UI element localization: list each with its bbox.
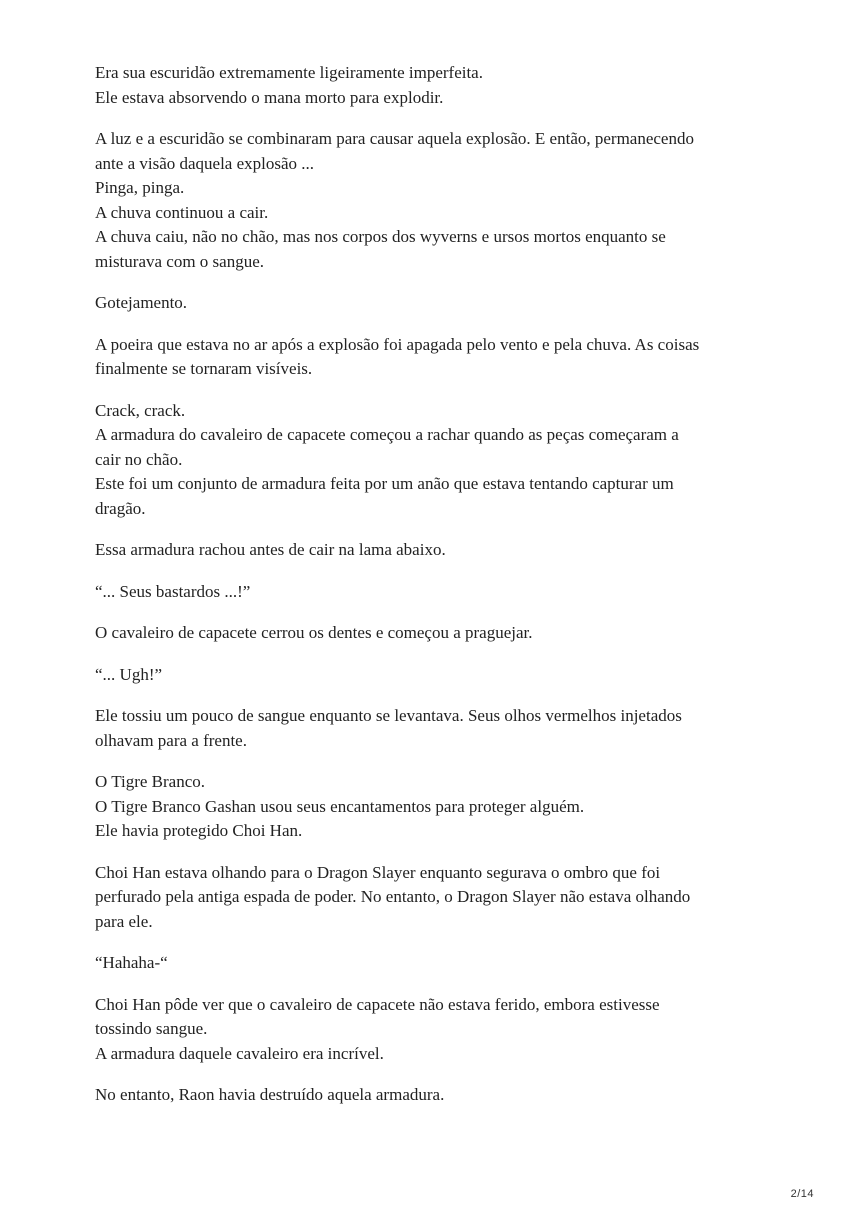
paragraph: [95, 333, 795, 382]
text-line: A chuva continuou a cair.: [95, 202, 269, 222]
text-line: ante a visão daquela explosão ...: [95, 153, 315, 173]
text-line: A armadura do cavaleiro de capacete começou a rachar quando as peças começaram a: [95, 425, 679, 444]
text-line: Crack, crack.: [95, 400, 186, 420]
paragraph: [95, 127, 795, 274]
text-line: Este foi um conjunto de armadura feita por um anão que estava tentando capturar um: [95, 474, 674, 493]
paragraph: [95, 399, 795, 522]
text-line: misturava com o sangue.: [95, 251, 265, 271]
text-line: O Tigre Branco.: [95, 772, 206, 791]
text-line: “... Ugh!”: [95, 664, 163, 684]
text-line: olhavam para a frente.: [95, 730, 247, 750]
paragraph: [95, 538, 795, 563]
text-line: “... Seus bastardos ...!”: [95, 581, 251, 601]
text-line: Ele havia protegido Choi Han.: [95, 821, 303, 840]
text-line: Era sua escuridão extremamente ligeiramente imperfeita.: [95, 63, 483, 82]
text-line: dragão.: [95, 498, 146, 518]
text-line: A poeira que estava no ar após a explosão foi apagada pelo vento e pela chuva. As coisas: [95, 334, 700, 354]
text-line: perfurado pela antiga espada de poder. No entanto, o Dragon Slayer não estava olhando: [95, 887, 691, 906]
text-line: A luz e a escuridão se combinaram para causar aquela explosão. E então, permanecendo: [95, 129, 694, 148]
paragraph: [95, 770, 795, 844]
page-body: [95, 61, 795, 1125]
text-line: finalmente se tornaram visíveis.: [95, 359, 313, 378]
paragraph: [95, 580, 795, 605]
text-line: Choi Han pôde ver que o cavaleiro de capacete não estava ferido, embora estivesse: [95, 994, 660, 1014]
paragraph: [95, 951, 795, 976]
text-line: Ele tossiu um pouco de sangue enquanto se levantava. Seus olhos vermelhos injetados: [95, 706, 682, 725]
text-line: A chuva caiu, não no chão, mas nos corpos dos wyverns e ursos mortos enquanto se: [95, 227, 666, 246]
text-line: Choi Han estava olhando para o Dragon Slayer enquanto segurava o ombro que foi: [95, 862, 661, 882]
text-line: Gotejamento.: [95, 293, 188, 312]
text-line: Essa armadura rachou antes de cair na lama abaixo.: [95, 540, 446, 559]
text-line: A armadura daquele cavaleiro era incrível.: [95, 1043, 384, 1063]
paragraph: [95, 704, 795, 753]
paragraph: [95, 291, 795, 316]
text-line: No entanto, Raon havia destruído aquela armadura.: [95, 1085, 445, 1104]
text-line: tossindo sangue.: [95, 1019, 208, 1038]
paragraph: [95, 1083, 795, 1108]
text-line: O Tigre Branco Gashan usou seus encantamentos para proteger alguém.: [95, 796, 585, 816]
paragraph: [95, 663, 795, 688]
paragraph: [95, 861, 795, 935]
paragraph: [95, 621, 795, 646]
text-line: cair no chão.: [95, 449, 183, 469]
text-line: para ele.: [95, 911, 153, 931]
text-line: “Hahaha-“: [95, 953, 168, 972]
text-line: Ele estava absorvendo o mana morto para explodir.: [95, 87, 444, 107]
text-line: O cavaleiro de capacete cerrou os dentes e começou a praguejar.: [95, 623, 533, 642]
page-number: 2/14: [790, 1188, 814, 1200]
paragraph: [95, 61, 795, 110]
paragraph: [95, 993, 795, 1067]
text-line: Pinga, pinga.: [95, 178, 185, 197]
